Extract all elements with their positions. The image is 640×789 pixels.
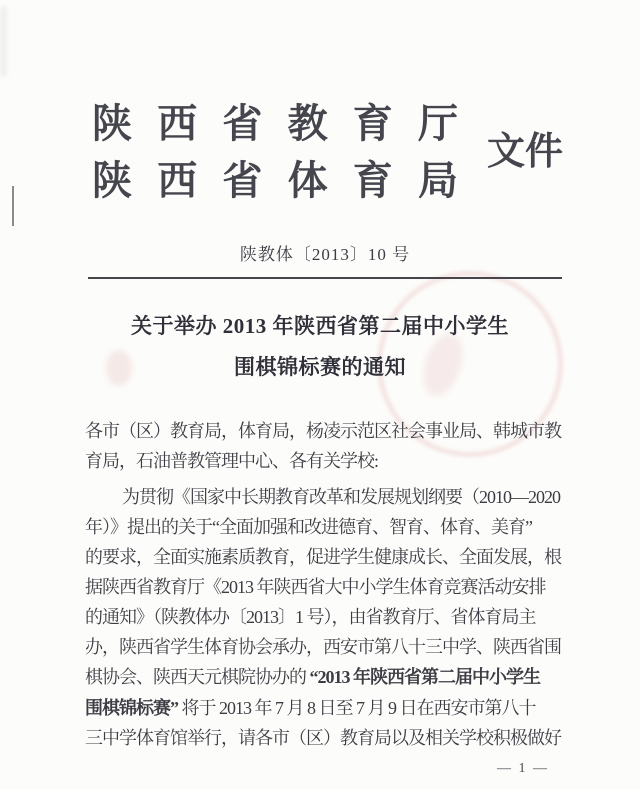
body-line: 为贯彻《国家中长期教育改革和发展规划纲要（2010—2020 bbox=[122, 487, 560, 507]
body-line: 办，陕西省学生体育协会承办，西安市第八十三中学、陕西省围 bbox=[85, 637, 561, 657]
body-line: 的通知》（陕教体办〔2013〕1 号），由省教育厅、省体育局主 bbox=[85, 607, 536, 627]
body-line bbox=[85, 666, 585, 688]
letterhead-divider-rule bbox=[88, 277, 562, 279]
salutation-line: 各市（区）教育局，体育局，杨凌示范区社会事业局、韩城市教 bbox=[85, 421, 561, 441]
document-title-line-1: 关于举办 2013 年陕西省第二届中小学生 bbox=[131, 314, 509, 338]
salutation-line: 育局，石油普教管理中心、各有关学校: bbox=[85, 451, 378, 471]
issuer-name-line-2: 陕 西 省 体 育 局 bbox=[92, 158, 458, 203]
page-number: — 1 — bbox=[497, 761, 549, 776]
event-name-bold-segment: “2013 年陕西省第二届中小学生 bbox=[309, 667, 540, 687]
body-line: 据陕西省教育厅《2013 年陕西省大中小学生体育竞赛活动安排 bbox=[85, 577, 546, 597]
body-line-segment: 棋协会、陕西天元棋院协办的 bbox=[85, 667, 310, 687]
body-line: 年）》提出的关于“全面加强和改进德育、智育、体育、美育” bbox=[85, 517, 532, 537]
body-line: 的要求，全面实施素质教育，促进学生健康成长、全面发展，根 bbox=[85, 547, 561, 567]
body-line bbox=[85, 697, 585, 719]
scan-artifact-line bbox=[12, 186, 14, 226]
body-line-segment: 将于 2013 年 7 月 8 日至 7 月 9 日在西安市第八十 bbox=[181, 698, 536, 718]
document-title-line-2: 围棋锦标赛的通知 bbox=[234, 355, 406, 379]
document-type-label: 文 件 bbox=[487, 131, 564, 173]
document-number: 陕教体〔2013〕10 号 bbox=[239, 245, 411, 264]
body-line: 三中学体育馆举行，请各市（区）教育局以及相关学校积极做好 bbox=[85, 728, 561, 748]
issuer-name-line-1: 陕 西 省 教 育 厅 bbox=[92, 101, 458, 146]
scan-smudge bbox=[0, 6, 7, 76]
event-name-bold-segment: 围棋锦标赛” bbox=[85, 698, 182, 718]
